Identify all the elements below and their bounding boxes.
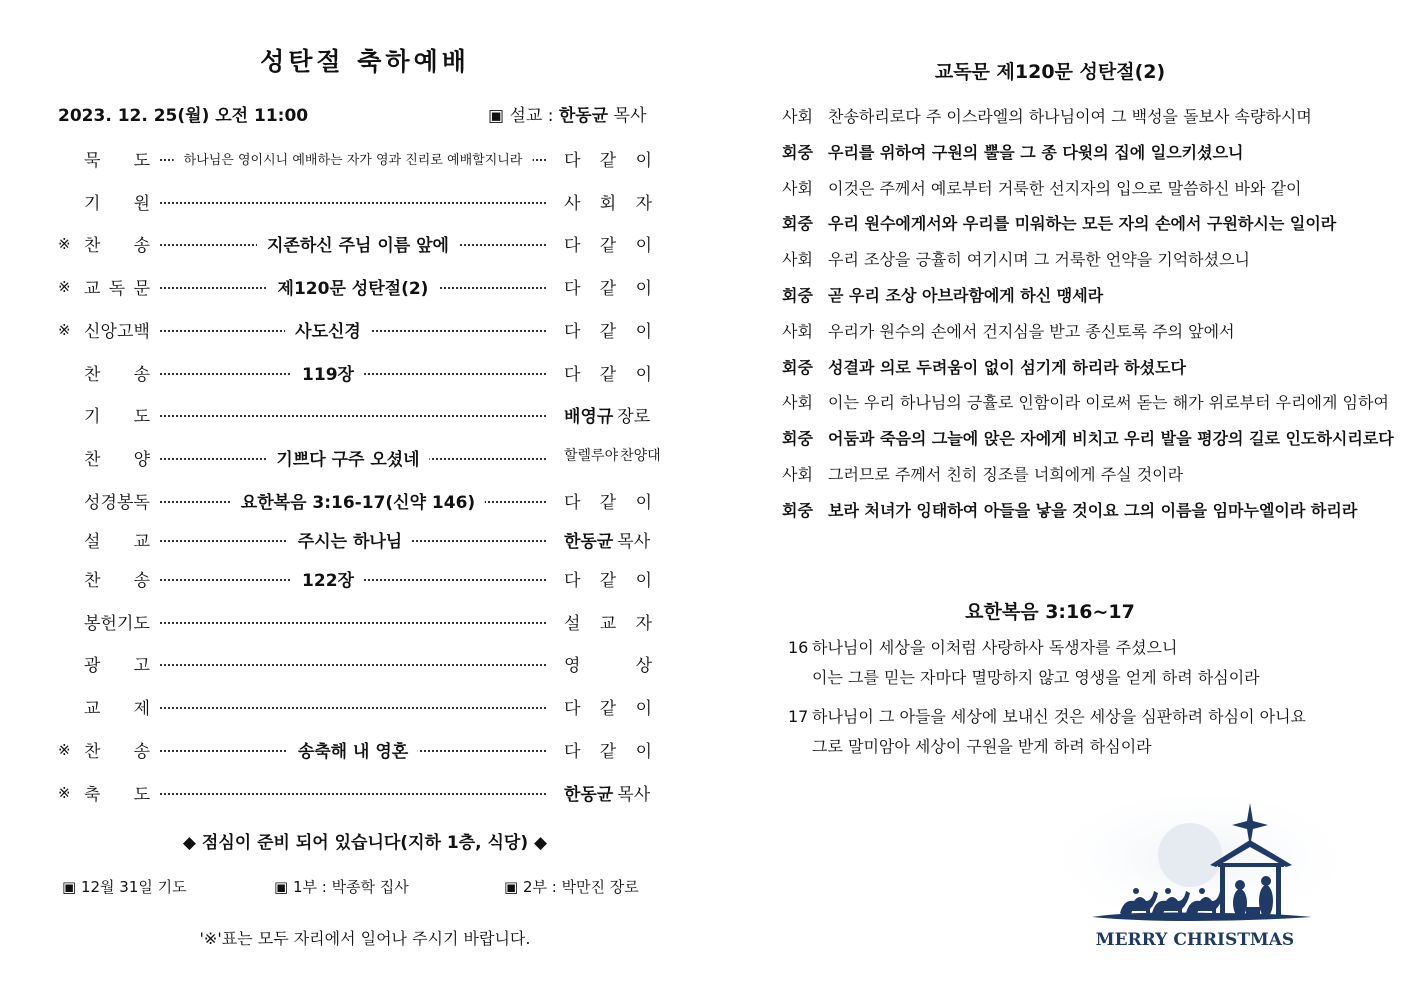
prayer-part2: ▣ 2부 : 박만진 장로 [504, 878, 639, 896]
preacher-prefix: ▣ 설교 : [488, 106, 554, 126]
responsive-text: 우리 조상을 긍휼히 여기시며 그 거룩한 언약을 기억하셨으니 [828, 250, 1251, 270]
verse-text: 하나님이 세상을 이처럼 사랑하사 독생자를 주셨으니 [812, 638, 1178, 657]
order-label: 신 앙 고 백 [84, 322, 150, 342]
leader-name: 할렐루야 [564, 448, 619, 464]
responsive-line [782, 426, 1394, 449]
responsive-text: 어둠과 죽음의 그늘에 앉은 자에게 비치고 우리 발을 평강의 길로 인도하시리로다 [828, 429, 1394, 449]
order-leader: 다 같 이 [564, 322, 652, 342]
standing-mark: ※ [58, 321, 71, 339]
order-label: 찬 양 [84, 450, 150, 470]
order-leader: 다 같 이 [564, 279, 652, 299]
responsive-line [782, 247, 1382, 270]
order-label: 교 독 문 [84, 279, 150, 299]
order-content: 송축해 내 영혼 [288, 737, 418, 762]
leader-title: 찬양대 [620, 448, 661, 464]
verse-number: 17 [788, 707, 809, 726]
order-leader: 다 같 이 [564, 151, 652, 171]
responsive-line [782, 211, 1382, 234]
order-row [58, 651, 658, 681]
order-leader [564, 402, 652, 427]
order-label: 축 도 [84, 785, 150, 805]
responsive-text: 그러므로 주께서 친히 징조를 너희에게 주실 것이라 [828, 465, 1184, 484]
order-content: 사도신경 [285, 317, 371, 342]
leader-title: 목사 [617, 532, 651, 552]
order-label: 기 원 [84, 194, 150, 214]
order-row [58, 445, 661, 475]
responsive-text: 이는 우리 하나님의 긍휼로 인함이라 이로써 돋는 해가 위로부터 우리에게 임하여 [828, 393, 1389, 413]
order-row [58, 189, 658, 219]
speaker-label: 회중 [782, 214, 813, 234]
order-row [58, 694, 658, 724]
standing-mark: ※ [58, 784, 71, 802]
speaker-label: 사회 [782, 393, 813, 413]
order-row [58, 274, 658, 304]
order-content: 지존하신 주님 이름 앞에 [257, 231, 459, 256]
verse-text: 이는 그를 믿는 자마다 멸망하지 않고 영생을 얻게 하려 하심이라 [812, 668, 1260, 687]
order-content: 119장 [292, 360, 364, 385]
order-label: 기 도 [84, 407, 150, 427]
order-row [58, 317, 658, 347]
order-row [58, 566, 658, 596]
verse-number: 16 [788, 638, 809, 657]
order-label: 찬 송 [84, 365, 150, 385]
order-content: 하나님은 영이시니 예배하는 자가 영과 진리로 예배할지니라 [174, 149, 533, 168]
order-leader: 사 회 자 [564, 194, 652, 214]
responsive-text: 우리가 원수의 손에서 건지심을 받고 종신토록 주의 앞에서 [828, 321, 1235, 341]
order-label: 교 제 [84, 699, 150, 719]
leader-title: 장로 [617, 407, 651, 427]
preacher-info [488, 101, 646, 126]
order-row [58, 360, 658, 390]
responsive-text: 보라 처녀가 잉태하여 아들을 낳을 것이요 그의 이름을 임마누엘이라 하리라 [828, 500, 1358, 520]
speaker-label: 회중 [782, 429, 813, 449]
order-leader: 다 같 이 [564, 571, 652, 591]
responsive-text: 성결과 의로 두려움이 없이 섬기게 하리라 하셨도다 [828, 357, 1186, 377]
order-content: 주시는 하나님 [288, 527, 412, 552]
responsive-line [782, 462, 1382, 485]
standing-mark: ※ [58, 235, 71, 253]
order-content: 요한복음 3:16-17(신약 146) [231, 488, 485, 513]
order-leader [564, 780, 652, 805]
responsive-text: 찬송하리로다 주 이스라엘의 하나님이여 그 백성을 돌보사 속량하시며 [828, 107, 1312, 126]
order-label: 묵 도 [84, 151, 150, 171]
leader-dots [160, 793, 546, 795]
leader-dots [160, 707, 546, 709]
order-row [58, 402, 658, 432]
leader-name: 배영규 [564, 407, 614, 427]
order-label: 찬 송 [84, 236, 150, 256]
speaker-label: 회중 [782, 500, 813, 520]
greeting-text: MERRY CHRISTMAS [1095, 930, 1295, 950]
order-row [58, 527, 658, 557]
order-row [58, 780, 658, 810]
order-content: 기쁘다 구주 오셨네 [266, 445, 429, 470]
leader-title: 목사 [617, 785, 651, 805]
prayer-part1: ▣ 1부 : 박종학 집사 [274, 878, 409, 896]
standing-mark: ※ [58, 278, 71, 296]
speaker-label: 사회 [782, 107, 813, 126]
responsive-line [782, 319, 1382, 342]
leader-dots [160, 664, 546, 666]
order-content: 제120문 성탄절(2) [268, 274, 439, 299]
responsive-line [782, 104, 1382, 127]
order-leader: 영 상 [564, 656, 652, 676]
verse-text: 그로 말미암아 세상이 구원을 받게 하려 하심이라 [812, 737, 1152, 756]
responsive-text: 곧 우리 조상 아브라함에게 하신 맹세라 [828, 286, 1104, 305]
speaker-label: 회중 [782, 286, 813, 305]
speaker-label: 회중 [782, 357, 813, 377]
speaker-label: 사회 [782, 178, 813, 198]
order-leader [564, 445, 661, 465]
responsive-line [782, 390, 1389, 413]
standing-mark: ※ [58, 741, 71, 759]
scripture-title: 요한복음 3:16~17 [965, 601, 1135, 623]
prayer-date: ▣ 12월 31일 기도 [62, 878, 187, 896]
service-date: 2023. 12. 25(월) 오전 11:00 [58, 106, 309, 126]
responsive-text: 우리를 위하여 구원의 뿔을 그 종 다윗의 집에 일으키셨으니 [828, 142, 1244, 162]
speaker-label: 사회 [782, 250, 813, 270]
verse-block [788, 702, 1306, 762]
order-row [58, 609, 658, 639]
leader-dots [160, 202, 546, 204]
responsive-line [782, 140, 1382, 163]
responsive-line [782, 176, 1382, 199]
order-leader: 다 같 이 [564, 699, 652, 719]
order-leader: 다 같 이 [564, 236, 652, 256]
order-row [58, 737, 658, 767]
order-label: 찬 송 [84, 571, 150, 591]
order-label: 찬 송 [84, 742, 150, 762]
nativity-illustration [1040, 795, 1350, 955]
responsive-line [782, 355, 1382, 378]
responsive-reading-title: 교독문 제120문 성탄절(2) [934, 61, 1166, 83]
leader-name: 한동균 [564, 532, 614, 552]
responsive-line [782, 498, 1382, 521]
verse-block [788, 633, 1260, 693]
order-leader: 다 같 이 [564, 493, 652, 513]
speaker-label: 회중 [782, 142, 813, 162]
standing-note: '※'표는 모두 자리에서 일어나 주시기 바랍니다. [199, 929, 531, 948]
nativity-scene-icon [1040, 795, 1350, 955]
order-label: 봉 헌 기 도 [84, 614, 150, 634]
order-label: 성 경 봉 독 [84, 493, 150, 513]
preacher-name: 한동균 [558, 106, 609, 126]
order-label: 설 교 [84, 532, 150, 552]
responsive-text: 우리 원수에게서와 우리를 미워하는 모든 자의 손에서 구원하시는 일이라 [828, 214, 1337, 234]
responsive-text: 이것은 주께서 예로부터 거룩한 선지자의 입으로 말씀하신 바와 같이 [828, 178, 1302, 198]
order-row [58, 231, 658, 261]
leader-dots [160, 622, 546, 624]
speaker-label: 사회 [782, 321, 813, 341]
leader-name: 한동균 [564, 785, 614, 805]
order-leader: 설 교 자 [564, 614, 652, 634]
order-leader [564, 527, 652, 552]
leader-dots [160, 415, 546, 417]
page-title: 성탄절 축하예배 [260, 47, 470, 76]
order-label: 광 고 [84, 656, 150, 676]
lunch-notice: ◆ 점심이 준비 되어 있습니다(지하 1층, 식당) ◆ [182, 833, 548, 853]
order-row [58, 488, 658, 518]
preacher-title: 목사 [613, 106, 647, 126]
speaker-label: 사회 [782, 465, 813, 484]
verse-text: 하나님이 그 아들을 세상에 보내신 것은 세상을 심판하려 하심이 아니요 [812, 707, 1306, 726]
order-leader: 다 같 이 [564, 742, 652, 762]
responsive-line [782, 283, 1382, 306]
order-leader: 다 같 이 [564, 365, 652, 385]
order-row [58, 146, 658, 176]
order-content: 122장 [292, 566, 364, 591]
